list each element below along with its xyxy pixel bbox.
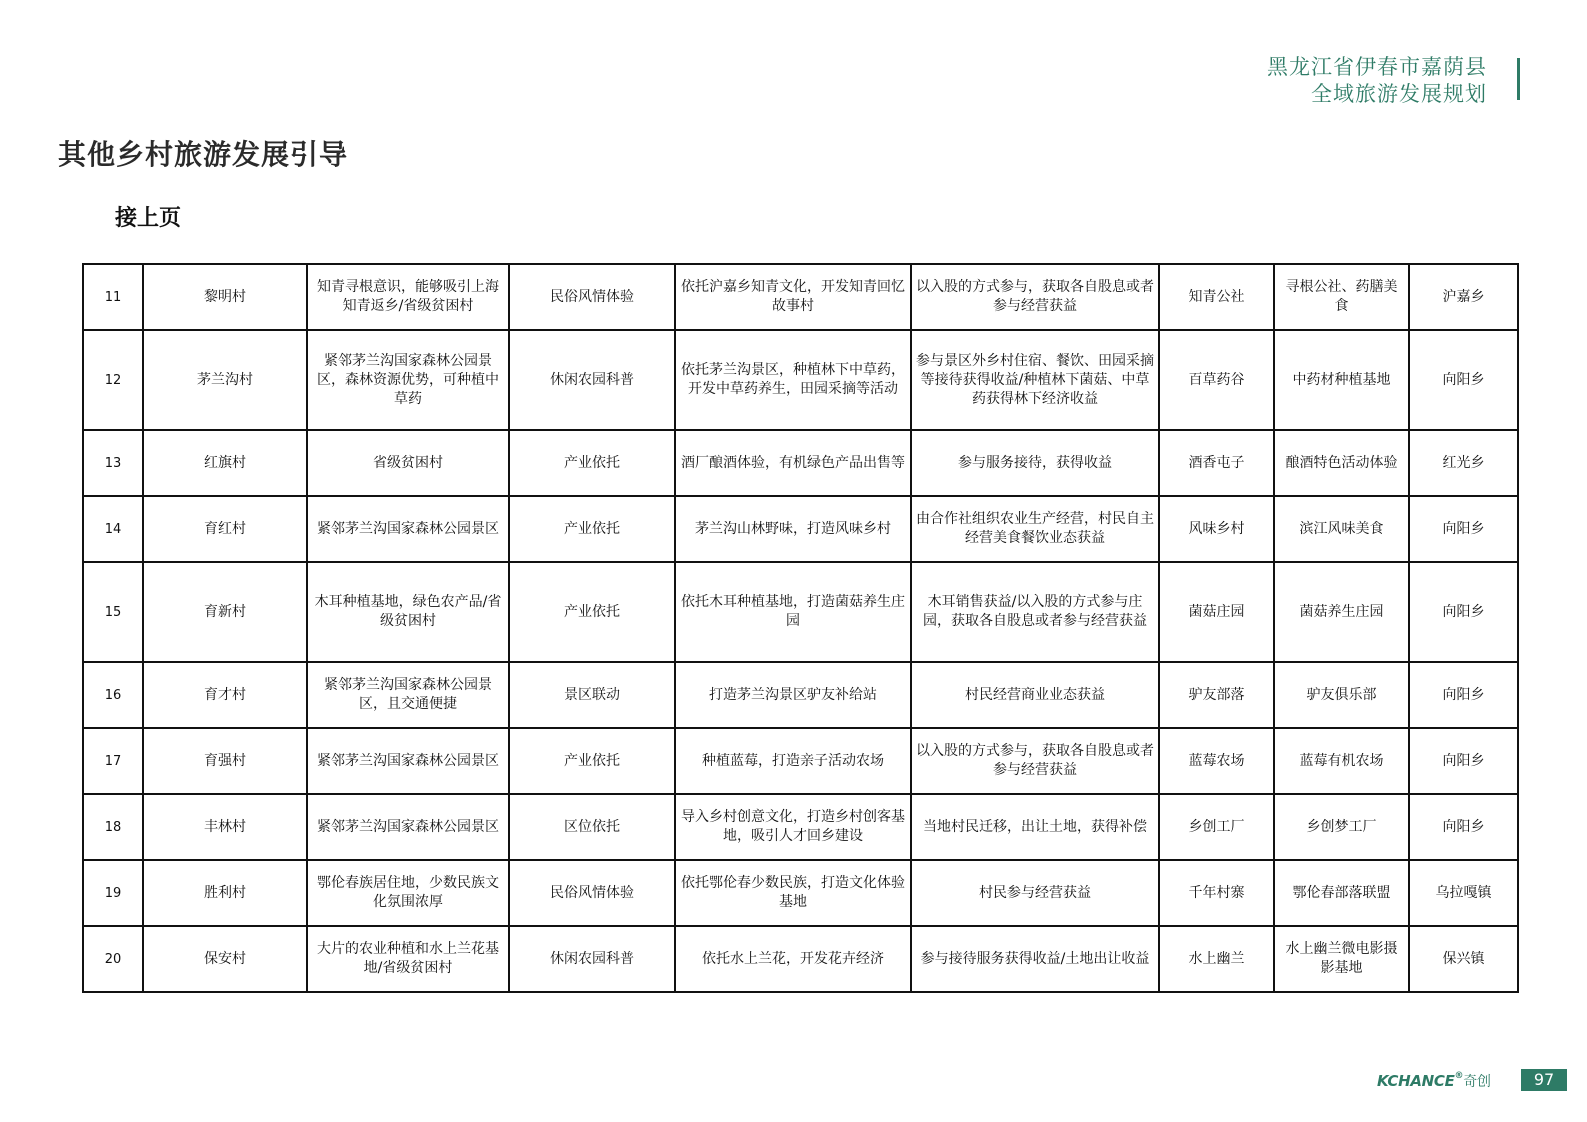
development-content-cell: 依托水上兰花，开发花卉经济 bbox=[675, 926, 911, 992]
development-type-cell: 景区联动 bbox=[509, 662, 675, 728]
row-number-cell: 14 bbox=[83, 496, 143, 562]
kchance-logo bbox=[1377, 1071, 1491, 1091]
village-name-cell: 丰林村 bbox=[143, 794, 307, 860]
report-header-title bbox=[1267, 54, 1487, 108]
continued-label: 接上页 bbox=[115, 206, 182, 231]
benefit-mode-cell: 木耳销售获益/以入股的方式参与庄园，获取各自股息或者参与经营获益 bbox=[911, 562, 1159, 662]
featured-project-cell: 寻根公社、药膳美食 bbox=[1274, 264, 1409, 330]
page-title: 其他乡村旅游发展引导 bbox=[58, 138, 349, 171]
table-row bbox=[83, 728, 1518, 794]
benefit-mode-cell: 村民参与经营获益 bbox=[911, 860, 1159, 926]
table-row bbox=[83, 330, 1518, 430]
village-name-cell: 育才村 bbox=[143, 662, 307, 728]
resource-basis-cell: 大片的农业种植和水上兰花基地/省级贫困村 bbox=[307, 926, 509, 992]
brand-name-cell: 酒香屯子 bbox=[1159, 430, 1274, 496]
township-cell: 向阳乡 bbox=[1409, 662, 1518, 728]
development-type-cell: 产业依托 bbox=[509, 430, 675, 496]
development-type-cell: 区位依托 bbox=[509, 794, 675, 860]
featured-project-cell: 驴友俱乐部 bbox=[1274, 662, 1409, 728]
table-row bbox=[83, 860, 1518, 926]
development-content-cell: 打造茅兰沟景区驴友补给站 bbox=[675, 662, 911, 728]
brand-name-cell: 驴友部落 bbox=[1159, 662, 1274, 728]
village-name-cell: 红旗村 bbox=[143, 430, 307, 496]
resource-basis-cell: 木耳种植基地，绿色农产品/省级贫困村 bbox=[307, 562, 509, 662]
township-cell: 向阳乡 bbox=[1409, 330, 1518, 430]
table-row bbox=[83, 430, 1518, 496]
featured-project-cell: 酿酒特色活动体验 bbox=[1274, 430, 1409, 496]
benefit-mode-cell: 参与景区外乡村住宿、餐饮、田园采摘等接待获得收益/种植林下菌菇、中草药获得林下经济收益 bbox=[911, 330, 1159, 430]
featured-project-cell: 乡创梦工厂 bbox=[1274, 794, 1409, 860]
row-number-cell: 20 bbox=[83, 926, 143, 992]
report-title-line2: 全域旅游发展规划 bbox=[1311, 82, 1487, 106]
table-body bbox=[83, 264, 1518, 992]
brand-name-cell: 风味乡村 bbox=[1159, 496, 1274, 562]
village-name-cell: 育红村 bbox=[143, 496, 307, 562]
brand-name-cell: 乡创工厂 bbox=[1159, 794, 1274, 860]
benefit-mode-cell: 由合作社组织农业生产经营，村民自主经营美食餐饮业态获益 bbox=[911, 496, 1159, 562]
benefit-mode-cell: 村民经营商业业态获益 bbox=[911, 662, 1159, 728]
row-number-cell: 16 bbox=[83, 662, 143, 728]
row-number-cell: 18 bbox=[83, 794, 143, 860]
development-type-cell: 休闲农园科普 bbox=[509, 330, 675, 430]
township-cell: 沪嘉乡 bbox=[1409, 264, 1518, 330]
featured-project-cell: 蓝莓有机农场 bbox=[1274, 728, 1409, 794]
township-cell: 向阳乡 bbox=[1409, 562, 1518, 662]
village-name-cell: 黎明村 bbox=[143, 264, 307, 330]
development-content-cell: 种植蓝莓，打造亲子活动农场 bbox=[675, 728, 911, 794]
development-type-cell: 产业依托 bbox=[509, 562, 675, 662]
resource-basis-cell: 紧邻茅兰沟国家森林公园景区 bbox=[307, 728, 509, 794]
development-type-cell: 民俗风情体验 bbox=[509, 264, 675, 330]
table-row bbox=[83, 264, 1518, 330]
resource-basis-cell: 知青寻根意识，能够吸引上海知青返乡/省级贫困村 bbox=[307, 264, 509, 330]
development-content-cell: 依托鄂伦春少数民族，打造文化体验基地 bbox=[675, 860, 911, 926]
township-cell: 向阳乡 bbox=[1409, 496, 1518, 562]
table-row bbox=[83, 662, 1518, 728]
row-number-cell: 11 bbox=[83, 264, 143, 330]
benefit-mode-cell: 以入股的方式参与，获取各自股息或者参与经营获益 bbox=[911, 264, 1159, 330]
logo-registered-mark: ® bbox=[1454, 1071, 1464, 1081]
township-cell: 向阳乡 bbox=[1409, 794, 1518, 860]
logo-brand: KCHANCE bbox=[1377, 1072, 1455, 1090]
development-content-cell: 酒厂酿酒体验，有机绿色产品出售等 bbox=[675, 430, 911, 496]
resource-basis-cell: 紧邻茅兰沟国家森林公园景区，且交通便捷 bbox=[307, 662, 509, 728]
village-name-cell: 育强村 bbox=[143, 728, 307, 794]
village-name-cell: 保安村 bbox=[143, 926, 307, 992]
village-guidance-table bbox=[82, 263, 1519, 993]
row-number-cell: 13 bbox=[83, 430, 143, 496]
development-content-cell: 依托沪嘉乡知青文化，开发知青回忆故事村 bbox=[675, 264, 911, 330]
township-cell: 保兴镇 bbox=[1409, 926, 1518, 992]
township-cell: 红光乡 bbox=[1409, 430, 1518, 496]
benefit-mode-cell: 参与接待服务获得收益/土地出让收益 bbox=[911, 926, 1159, 992]
brand-name-cell: 千年村寨 bbox=[1159, 860, 1274, 926]
development-content-cell: 导入乡村创意文化，打造乡村创客基地，吸引人才回乡建设 bbox=[675, 794, 911, 860]
brand-name-cell: 蓝莓农场 bbox=[1159, 728, 1274, 794]
village-name-cell: 茅兰沟村 bbox=[143, 330, 307, 430]
report-title-line1: 黑龙江省伊春市嘉荫县 bbox=[1267, 55, 1487, 79]
resource-basis-cell: 紧邻茅兰沟国家森林公园景区 bbox=[307, 794, 509, 860]
development-type-cell: 产业依托 bbox=[509, 728, 675, 794]
brand-name-cell: 百草药谷 bbox=[1159, 330, 1274, 430]
row-number-cell: 15 bbox=[83, 562, 143, 662]
header-accent-bar bbox=[1517, 58, 1520, 100]
village-name-cell: 胜利村 bbox=[143, 860, 307, 926]
development-type-cell: 休闲农园科普 bbox=[509, 926, 675, 992]
table-row bbox=[83, 794, 1518, 860]
featured-project-cell: 鄂伦春部落联盟 bbox=[1274, 860, 1409, 926]
development-content-cell: 依托木耳种植基地，打造菌菇养生庄园 bbox=[675, 562, 911, 662]
brand-name-cell: 知青公社 bbox=[1159, 264, 1274, 330]
featured-project-cell: 滨江风味美食 bbox=[1274, 496, 1409, 562]
row-number-cell: 19 bbox=[83, 860, 143, 926]
featured-project-cell: 中药材种植基地 bbox=[1274, 330, 1409, 430]
benefit-mode-cell: 参与服务接待，获得收益 bbox=[911, 430, 1159, 496]
benefit-mode-cell: 当地村民迁移，出让土地，获得补偿 bbox=[911, 794, 1159, 860]
page-number: 97 bbox=[1521, 1069, 1567, 1091]
row-number-cell: 12 bbox=[83, 330, 143, 430]
table-row bbox=[83, 926, 1518, 992]
resource-basis-cell: 紧邻茅兰沟国家森林公园景区 bbox=[307, 496, 509, 562]
development-content-cell: 茅兰沟山林野味，打造风味乡村 bbox=[675, 496, 911, 562]
featured-project-cell: 菌菇养生庄园 bbox=[1274, 562, 1409, 662]
brand-name-cell: 水上幽兰 bbox=[1159, 926, 1274, 992]
table-row bbox=[83, 496, 1518, 562]
village-name-cell: 育新村 bbox=[143, 562, 307, 662]
resource-basis-cell: 省级贫困村 bbox=[307, 430, 509, 496]
resource-basis-cell: 鄂伦春族居住地，少数民族文化氛围浓厚 bbox=[307, 860, 509, 926]
logo-brand-cn: 奇创 bbox=[1463, 1074, 1491, 1090]
row-number-cell: 17 bbox=[83, 728, 143, 794]
benefit-mode-cell: 以入股的方式参与，获取各自股息或者参与经营获益 bbox=[911, 728, 1159, 794]
development-type-cell: 产业依托 bbox=[509, 496, 675, 562]
featured-project-cell: 水上幽兰微电影摄影基地 bbox=[1274, 926, 1409, 992]
township-cell: 乌拉嘎镇 bbox=[1409, 860, 1518, 926]
brand-name-cell: 菌菇庄园 bbox=[1159, 562, 1274, 662]
development-type-cell: 民俗风情体验 bbox=[509, 860, 675, 926]
development-content-cell: 依托茅兰沟景区，种植林下中草药，开发中草药养生，田园采摘等活动 bbox=[675, 330, 911, 430]
township-cell: 向阳乡 bbox=[1409, 728, 1518, 794]
resource-basis-cell: 紧邻茅兰沟国家森林公园景区，森林资源优势，可种植中草药 bbox=[307, 330, 509, 430]
table-row bbox=[83, 562, 1518, 662]
